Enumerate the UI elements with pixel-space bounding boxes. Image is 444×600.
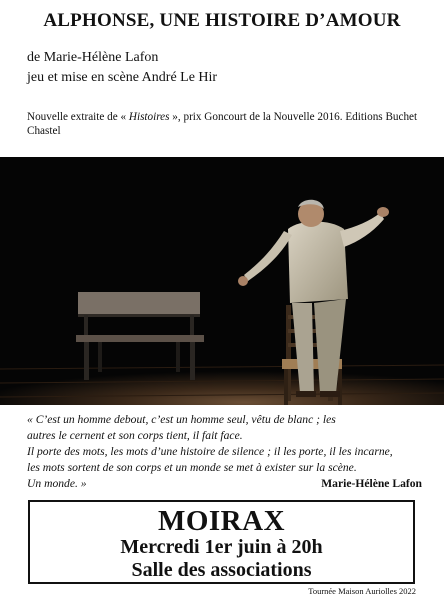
quote-last-line: [27, 476, 422, 492]
event-city: MOIRAX: [157, 505, 286, 537]
quote-line: « C’est un homme debout, c’est un homme seul, vêtu de blanc ; les: [27, 413, 336, 426]
quote-line: Il porte des mots, les mots d’une histoire de silence ; il les porte, il les incarne,: [27, 445, 393, 458]
quote-line: les mots sortent de son corps et un monde se met à exister sur la scène.: [27, 461, 357, 474]
excerpt-book-title: Histoires: [128, 111, 170, 123]
author-credit: de Marie-Hélène Lafon: [27, 50, 159, 65]
event-venue: Salle des associations: [131, 559, 312, 581]
quote-closing: Un monde. »: [27, 477, 87, 490]
poster-title: ALPHONSE, UNE HISTOIRE D’AMOUR: [43, 10, 401, 31]
event-info-box: [28, 500, 415, 584]
excerpt-suffix: », prix Goncourt de la Nouvelle 2016. Editions Buchet Chastel: [27, 111, 418, 137]
stage-photo-illustration: [0, 157, 444, 405]
tour-credit: Tournée Maison Auriolles 2022: [308, 586, 416, 596]
quote-author: Marie-Hélène Lafon: [321, 477, 422, 490]
quote-line: autres le cernent et son corps tient, il fait face.: [27, 429, 243, 442]
stage-photo: [0, 157, 444, 405]
event-date: Mercredi 1er juin à 20h: [120, 536, 323, 558]
excerpt-prefix: Nouvelle extraite de «: [27, 111, 129, 123]
director-credit: jeu et mise en scène André Le Hir: [27, 70, 218, 85]
quote-block: [27, 412, 422, 492]
excerpt-note: [27, 110, 422, 138]
